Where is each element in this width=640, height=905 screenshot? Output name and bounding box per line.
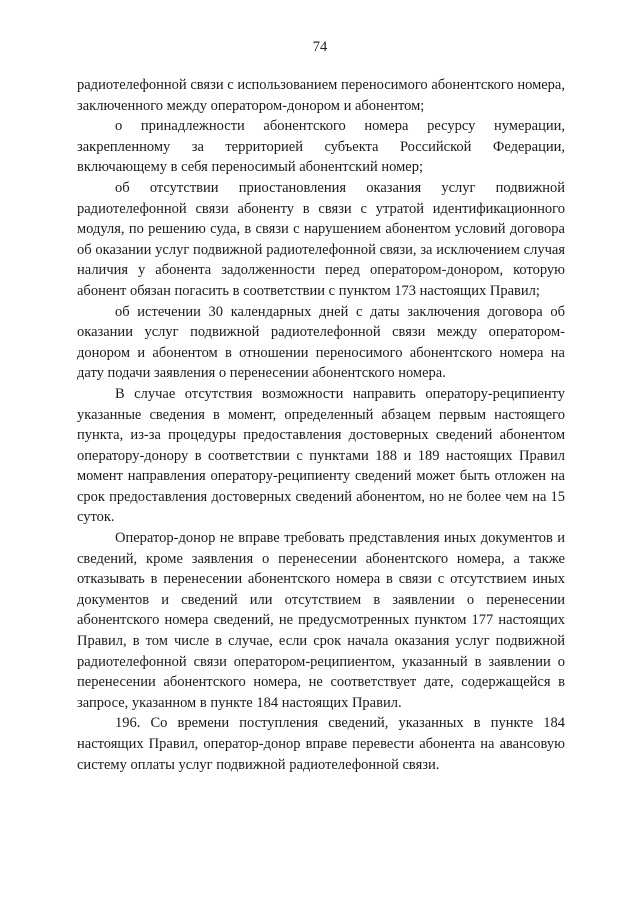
paragraph-7-clause-196: 196. Со времени поступления сведений, указанных в пункте 184 настоящих Правил, оператор-донор вправе перевести абонента на авансовую систему оплаты услуг подвижной радиотелефонной связи. xyxy=(77,715,565,773)
paragraph-5: В случае отсутствия возможности направить оператору-реципиенту указанные сведения в момент, определенный абзацем первым настоящего пункта, из-за процедуры предоставления достоверных сведений абонентом оператору-донору в соответствии с пунктами 188 и 189 настоящих Правил момент направления оператору-реципиенту сведений может быть отложен на срок предоставления достоверных сведений абонентом, но не более чем на 15 суток. xyxy=(77,385,565,526)
document-body xyxy=(77,75,565,775)
paragraph-2: о принадлежности абонентского номера ресурсу нумерации, закрепленному за территорией субъекта Российской Федерации, включающему в себя переносимый абонентский номер; xyxy=(77,118,565,176)
paragraph-4: об истечении 30 календарных дней с даты заключения договора об оказании услуг подвижной радиотелефонной связи между оператором-донором и абонентом в отношении переносимого абонентского номера на дату подачи заявления о перенесении абонентского номера. xyxy=(77,303,565,382)
paragraph-6: Оператор-донор не вправе требовать представления иных документов и сведений, кроме заявления о перенесении абонентского номера, а также отказывать в перенесении абонентского номера в связи с отсутствием иных документов и сведений или отсутствием в заявлении о перенесении абонентского номера сведений, не предусмотренных пунктом 177 настоящих Правил, в том числе в случае, если срок начала оказания услуг подвижной радиотелефонной связи оператором-реципиентом, указанный в заявлении о перенесении абонентского номера, не соответствует дате, содержащейся в запросе, указанном в пункте 184 настоящих Правил. xyxy=(77,530,565,711)
page-number: 74 xyxy=(312,39,328,55)
paragraph-1: радиотелефонной связи с использованием переносимого абонентского номера, заключенного между оператором-донором и абонентом; xyxy=(77,77,565,114)
paragraph-3: об отсутствии приостановления оказания услуг подвижной радиотелефонной связи абоненту в связи с утратой идентификационного модуля, по решению суда, в связи с нарушением абонентом условий договора об оказании услуг подвижной радиотелефонной связи, за исключением случая наличия у абонента задолженности перед оператором-донором, которую абонент обязан погасить в соответствии с пунктом 173 настоящих Правил; xyxy=(77,179,565,299)
